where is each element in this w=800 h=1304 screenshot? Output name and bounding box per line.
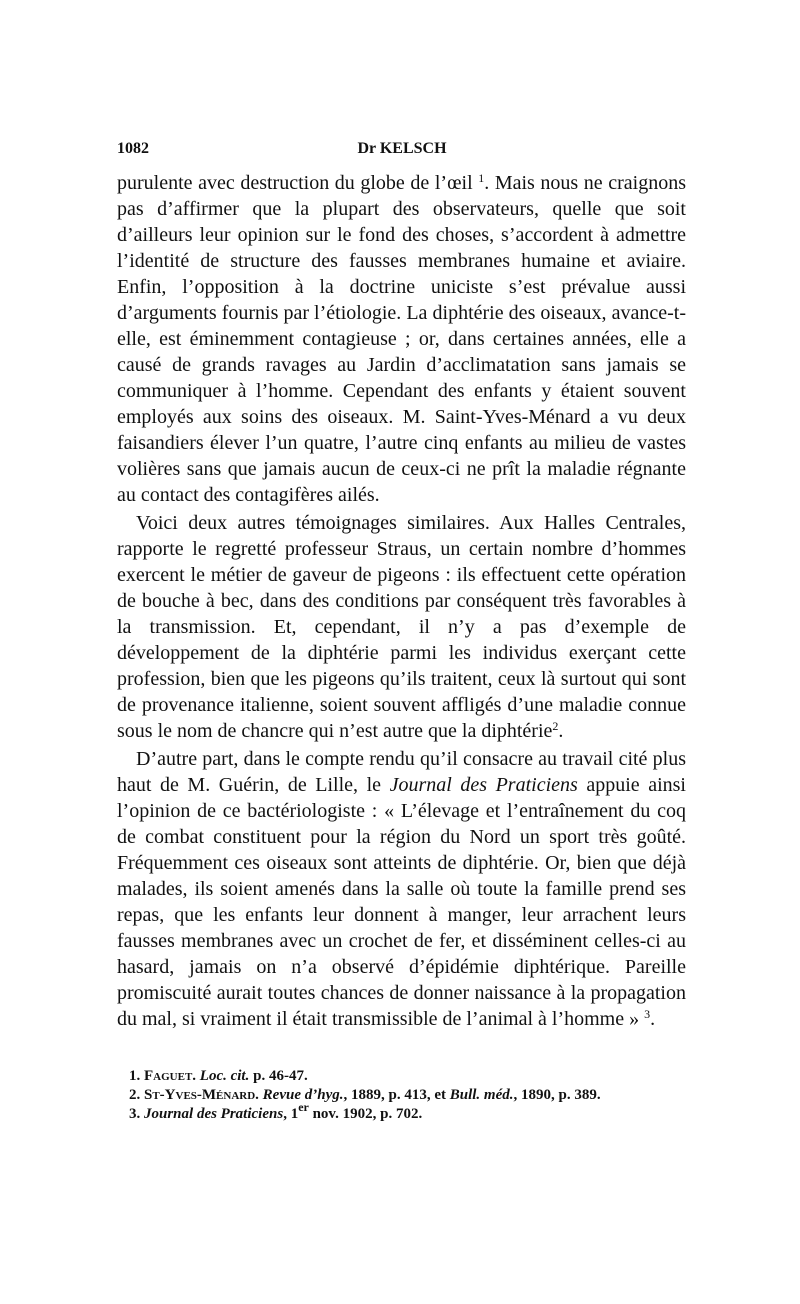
paragraph-3-text-a: D’autre part, dans le compte rendu qu’il consacre au travail cité plus haut de M. Guérin, de Lille, le bbox=[117, 748, 686, 796]
footnote-ref-1: 1 bbox=[478, 171, 485, 185]
footnote-2-sep: . bbox=[255, 1087, 263, 1103]
footnote-ref-3: 3 bbox=[644, 1007, 651, 1021]
page-number: 1082 bbox=[117, 140, 149, 157]
paragraph-3-text-c: . bbox=[650, 1008, 656, 1030]
footnote-3-title: Journal des Praticiens bbox=[144, 1106, 284, 1122]
footnote-2-rest: , 1890, p. 389. bbox=[513, 1087, 601, 1103]
paragraph-2 bbox=[117, 510, 686, 744]
footnote-3-rest: nov. 1902, p. 702. bbox=[308, 1106, 423, 1122]
footnotes bbox=[117, 1067, 686, 1124]
footnote-3 bbox=[117, 1100, 686, 1124]
footnote-3-number: 3. bbox=[129, 1106, 144, 1122]
footnote-2-title-2: Bull. méd. bbox=[449, 1087, 514, 1103]
journal-title: Journal des Praticiens bbox=[389, 774, 578, 796]
paragraph-2-text-b: . bbox=[558, 720, 564, 742]
page-header bbox=[117, 140, 687, 166]
footnote-1-number: 1. bbox=[129, 1068, 144, 1084]
paragraph-2-text-a: Voici deux autres témoignages similaires. Aux Halles Centrales, rapporte le regretté professeur Straus, un certain nombre d’hommes exercent le métier de gaveur de pigeons : ils effectuent cette opération de bouche à bec, dans des conditions par conséquent très favorables à la transmission. Et, cependant, il n’y a pas d’exemple de développement de la diphtérie parmi les individus exerçant cette profession, bien que les pigeons qu’ils traitent, ceux là surtout qui sont de provenance italienne, soient souvent affligés d’une maladie connue sous le nom de chancre qui n’est autre que la diphtérie bbox=[117, 512, 686, 742]
paragraph-1-text-a: purulente avec destruction du globe de l’œil bbox=[117, 172, 479, 194]
footnote-1-title: Loc. cit. bbox=[199, 1068, 250, 1084]
paragraph-1 bbox=[117, 170, 686, 508]
footnote-2-number: 2. bbox=[129, 1087, 144, 1103]
paragraph-3-text-b: appuie ainsi l’opinion de ce bactériologiste : « L’élevage et l’entraînement du coq de combat constituent pour la région du Nord un sport très goûté. Fréquemment ces oiseaux sont atteints de diphtérie. Or, bien que déjà malades, ils soient amenés dans la salle où toute la famille prend ses repas, que les enfants leur donnent à manger, leur arrachent leurs fausses membranes avec un crochet de fer, et disséminent celles-ci au hasard, jamais on n’a observé d’épidémie diphtérique. Pareille promiscuité aurait toutes chances de donner naissance à la propagation du mal, si vraiment il était transmissible de l’animal à l’homme » bbox=[117, 774, 686, 1030]
footnote-3-mid: , 1 bbox=[283, 1106, 299, 1122]
footnote-1-author: Faguet bbox=[144, 1068, 193, 1084]
footnote-2-author: St-Yves-Ménard bbox=[144, 1087, 256, 1103]
paragraph-1-text-b: . Mais nous ne craignons pas d’affirmer que la plupart des observateurs, quelle que soit d’ailleurs leur opinion sur le fond des choses, s’accordent à admettre l’identité de structure des fausses membranes humaine et aviaire. Enfin, l’opposition à la doctrine uniciste s’est prévalue aussi d’arguments fournis par l’étiologie. La diphtérie des oiseaux, avance-t-elle, est éminemment contagieuse ; or, dans certaines années, elle a causé de grands ravages au Jardin d’acclimatation sans jamais se communiquer à l’homme. Cependant des enfants y étaient souvent employés aux soins des oiseaux. M. Saint-Yves-Ménard a vu deux faisandiers élever l’un quatre, l’autre cinq enfants au milieu de vastes volières sans que jamais aucun de ceux-ci ne prît la maladie régnante au contact des contagifères ailés. bbox=[117, 172, 687, 506]
paragraph-3 bbox=[117, 746, 686, 1032]
footnote-2-mid: , 1889, p. 413, et bbox=[343, 1087, 450, 1103]
footnote-1-sep: . bbox=[192, 1068, 200, 1084]
footnote-1 bbox=[117, 1067, 686, 1086]
footnote-2-title-1: Revue d’hyg. bbox=[262, 1087, 344, 1103]
running-head: Dr KELSCH bbox=[357, 140, 447, 157]
footnote-2 bbox=[117, 1086, 686, 1105]
footnote-3-superscript: er bbox=[298, 1100, 309, 1114]
body-text bbox=[117, 170, 686, 1032]
footnote-1-rest: p. 46-47. bbox=[249, 1068, 308, 1084]
footnote-ref-2: 2 bbox=[552, 719, 559, 733]
